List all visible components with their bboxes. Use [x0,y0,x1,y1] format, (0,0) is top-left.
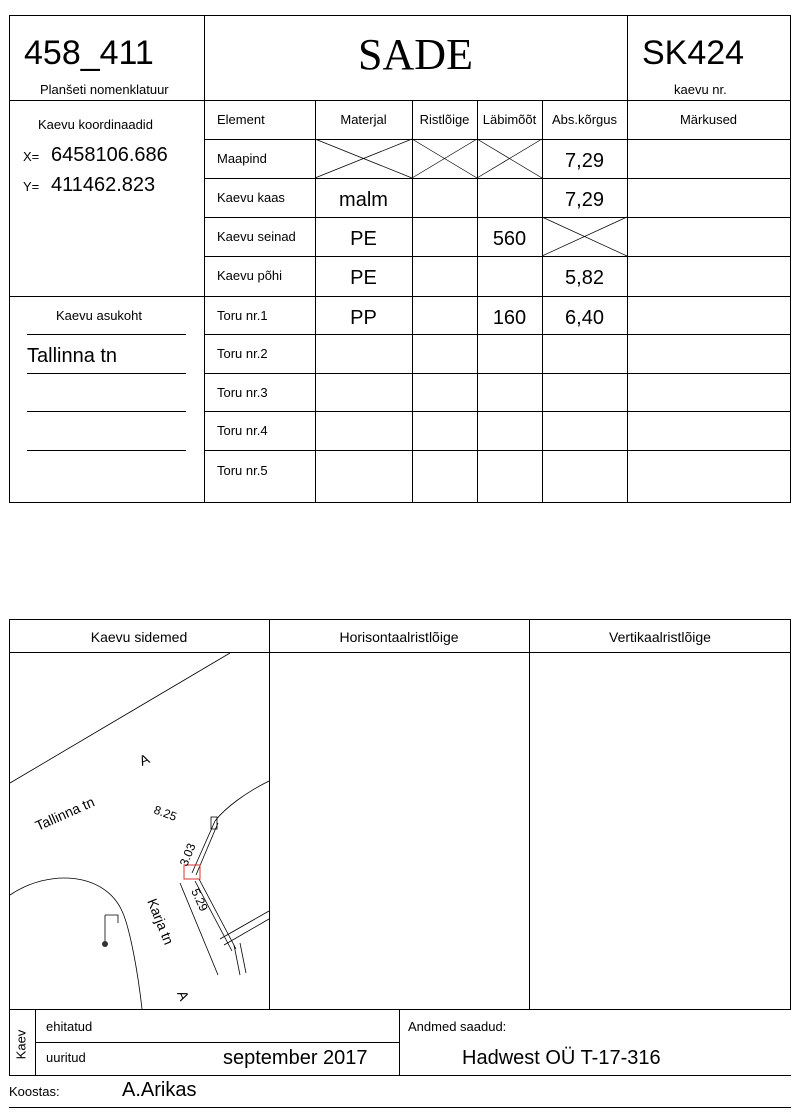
y-prefix: Y= [23,179,40,194]
sections-divider-1 [269,619,270,1010]
kaev-label: Kaev [13,1029,29,1060]
hydrant-icon [102,941,108,947]
coordinates-label: Kaevu koordinaadid [38,117,153,132]
pipe-line [196,823,218,875]
street-edge [10,878,142,1009]
table-header-diameter: Läbimõõt [482,112,537,127]
location-divider [9,296,205,297]
row-element-label: Kaevu põhi [217,268,283,283]
footer-left-border [9,1010,10,1075]
row-element-label: Toru nr.2 [217,346,268,361]
row-element-label: Toru nr.3 [217,385,268,400]
row-material-value: PE [350,267,377,289]
street-edge [215,781,269,821]
pipe-line [240,943,246,973]
x-prefix: X= [23,149,40,164]
section-horizontal-title: Horisontaalristlõige [339,629,459,645]
location-line [27,334,186,335]
na-cross-section [412,139,477,178]
footer-bottom-line [9,1075,791,1076]
map-street2-label: Karja tn [144,896,178,947]
row-element-label: Kaevu seinad [217,229,296,244]
table-header-notes: Märkused [679,112,738,127]
map-street1-suffix: A [136,750,152,769]
well-number: SK424 [642,34,745,72]
street-edge [10,653,230,783]
header-divider [9,100,791,101]
row-elevation-value: 7,29 [565,150,604,172]
row-elevation-value: 6,40 [565,307,604,329]
author-value: A.Arikas [122,1079,197,1101]
row-elevation-value: 7,29 [565,189,604,211]
map-dim-label: 8.25 [151,802,179,824]
location-label: Kaevu asukoht [56,308,143,323]
surveyed-value: september 2017 [223,1047,368,1069]
table-row [204,373,790,411]
na-cross-diameter [477,139,542,178]
map-dim-label: 3.03 [176,841,199,869]
pipe-line [220,911,269,939]
table-header-material: Materjal [340,112,387,127]
map-street1-label: Tallinna tn [32,793,97,834]
location-line [27,411,186,412]
sections-divider-2 [529,619,530,1010]
surveyed-label: uuritud [46,1050,86,1065]
location-line1: Tallinna tn [27,345,118,367]
row-material-value: PP [350,307,377,329]
hydrant-line [105,915,118,923]
table-row [204,334,790,373]
table-header-element: Element [217,112,265,127]
header-right-divider [627,15,628,101]
nomenclature-label: Planšeti nomenklatuur [40,82,169,97]
table-header-cross: Ristlõige [419,112,470,127]
location-line [27,450,186,451]
footer-row-divider [35,1042,400,1043]
table-row [204,450,790,502]
x-coordinate: 6458106.686 [51,144,168,166]
pipe-line [234,945,240,975]
author-label: Koostas: [9,1084,60,1099]
built-label: ehitatud [46,1019,93,1034]
row-material-value: PE [350,228,377,250]
location-line [27,373,186,374]
table-row [204,178,790,217]
row-element-label: Maapind [217,151,267,166]
row-diameter-value: 560 [492,228,527,250]
table-row [204,411,790,450]
map-dim-label: 5.29 [188,886,211,914]
row-material-value: malm [339,189,388,211]
y-coordinate: 411462.823 [51,174,156,196]
page-title: SADE [358,30,473,79]
table-row [204,256,790,296]
pipe-line [224,919,269,945]
row-element-label: Toru nr.1 [217,308,268,323]
table-header-elevation: Abs.kõrgus [551,112,618,127]
row-element-label: Kaevu kaas [217,190,285,205]
well-number-label: kaevu nr. [674,82,727,97]
data-from-value: Hadwest OÜ T-17-316 [462,1047,661,1069]
map-street2-suffix: A [174,988,193,1003]
row-diameter-value: 160 [492,307,527,329]
author-bottom-line [9,1107,791,1108]
row-element-label: Toru nr.4 [217,423,268,438]
nomenclature-value: 458_411 [24,34,154,72]
section-vertical-title: Vertikaalristlõige [609,629,711,645]
row-element-label: Toru nr.5 [217,463,268,478]
na-cross-elevation [542,217,627,256]
data-from-label: Andmed saadud: [408,1019,507,1034]
row-elevation-value: 5,82 [565,267,604,289]
na-cross-material [315,139,412,178]
pipe-line [199,879,236,949]
section-links-title: Kaevu sidemed [90,629,188,645]
location-map-sketch [10,653,269,1009]
